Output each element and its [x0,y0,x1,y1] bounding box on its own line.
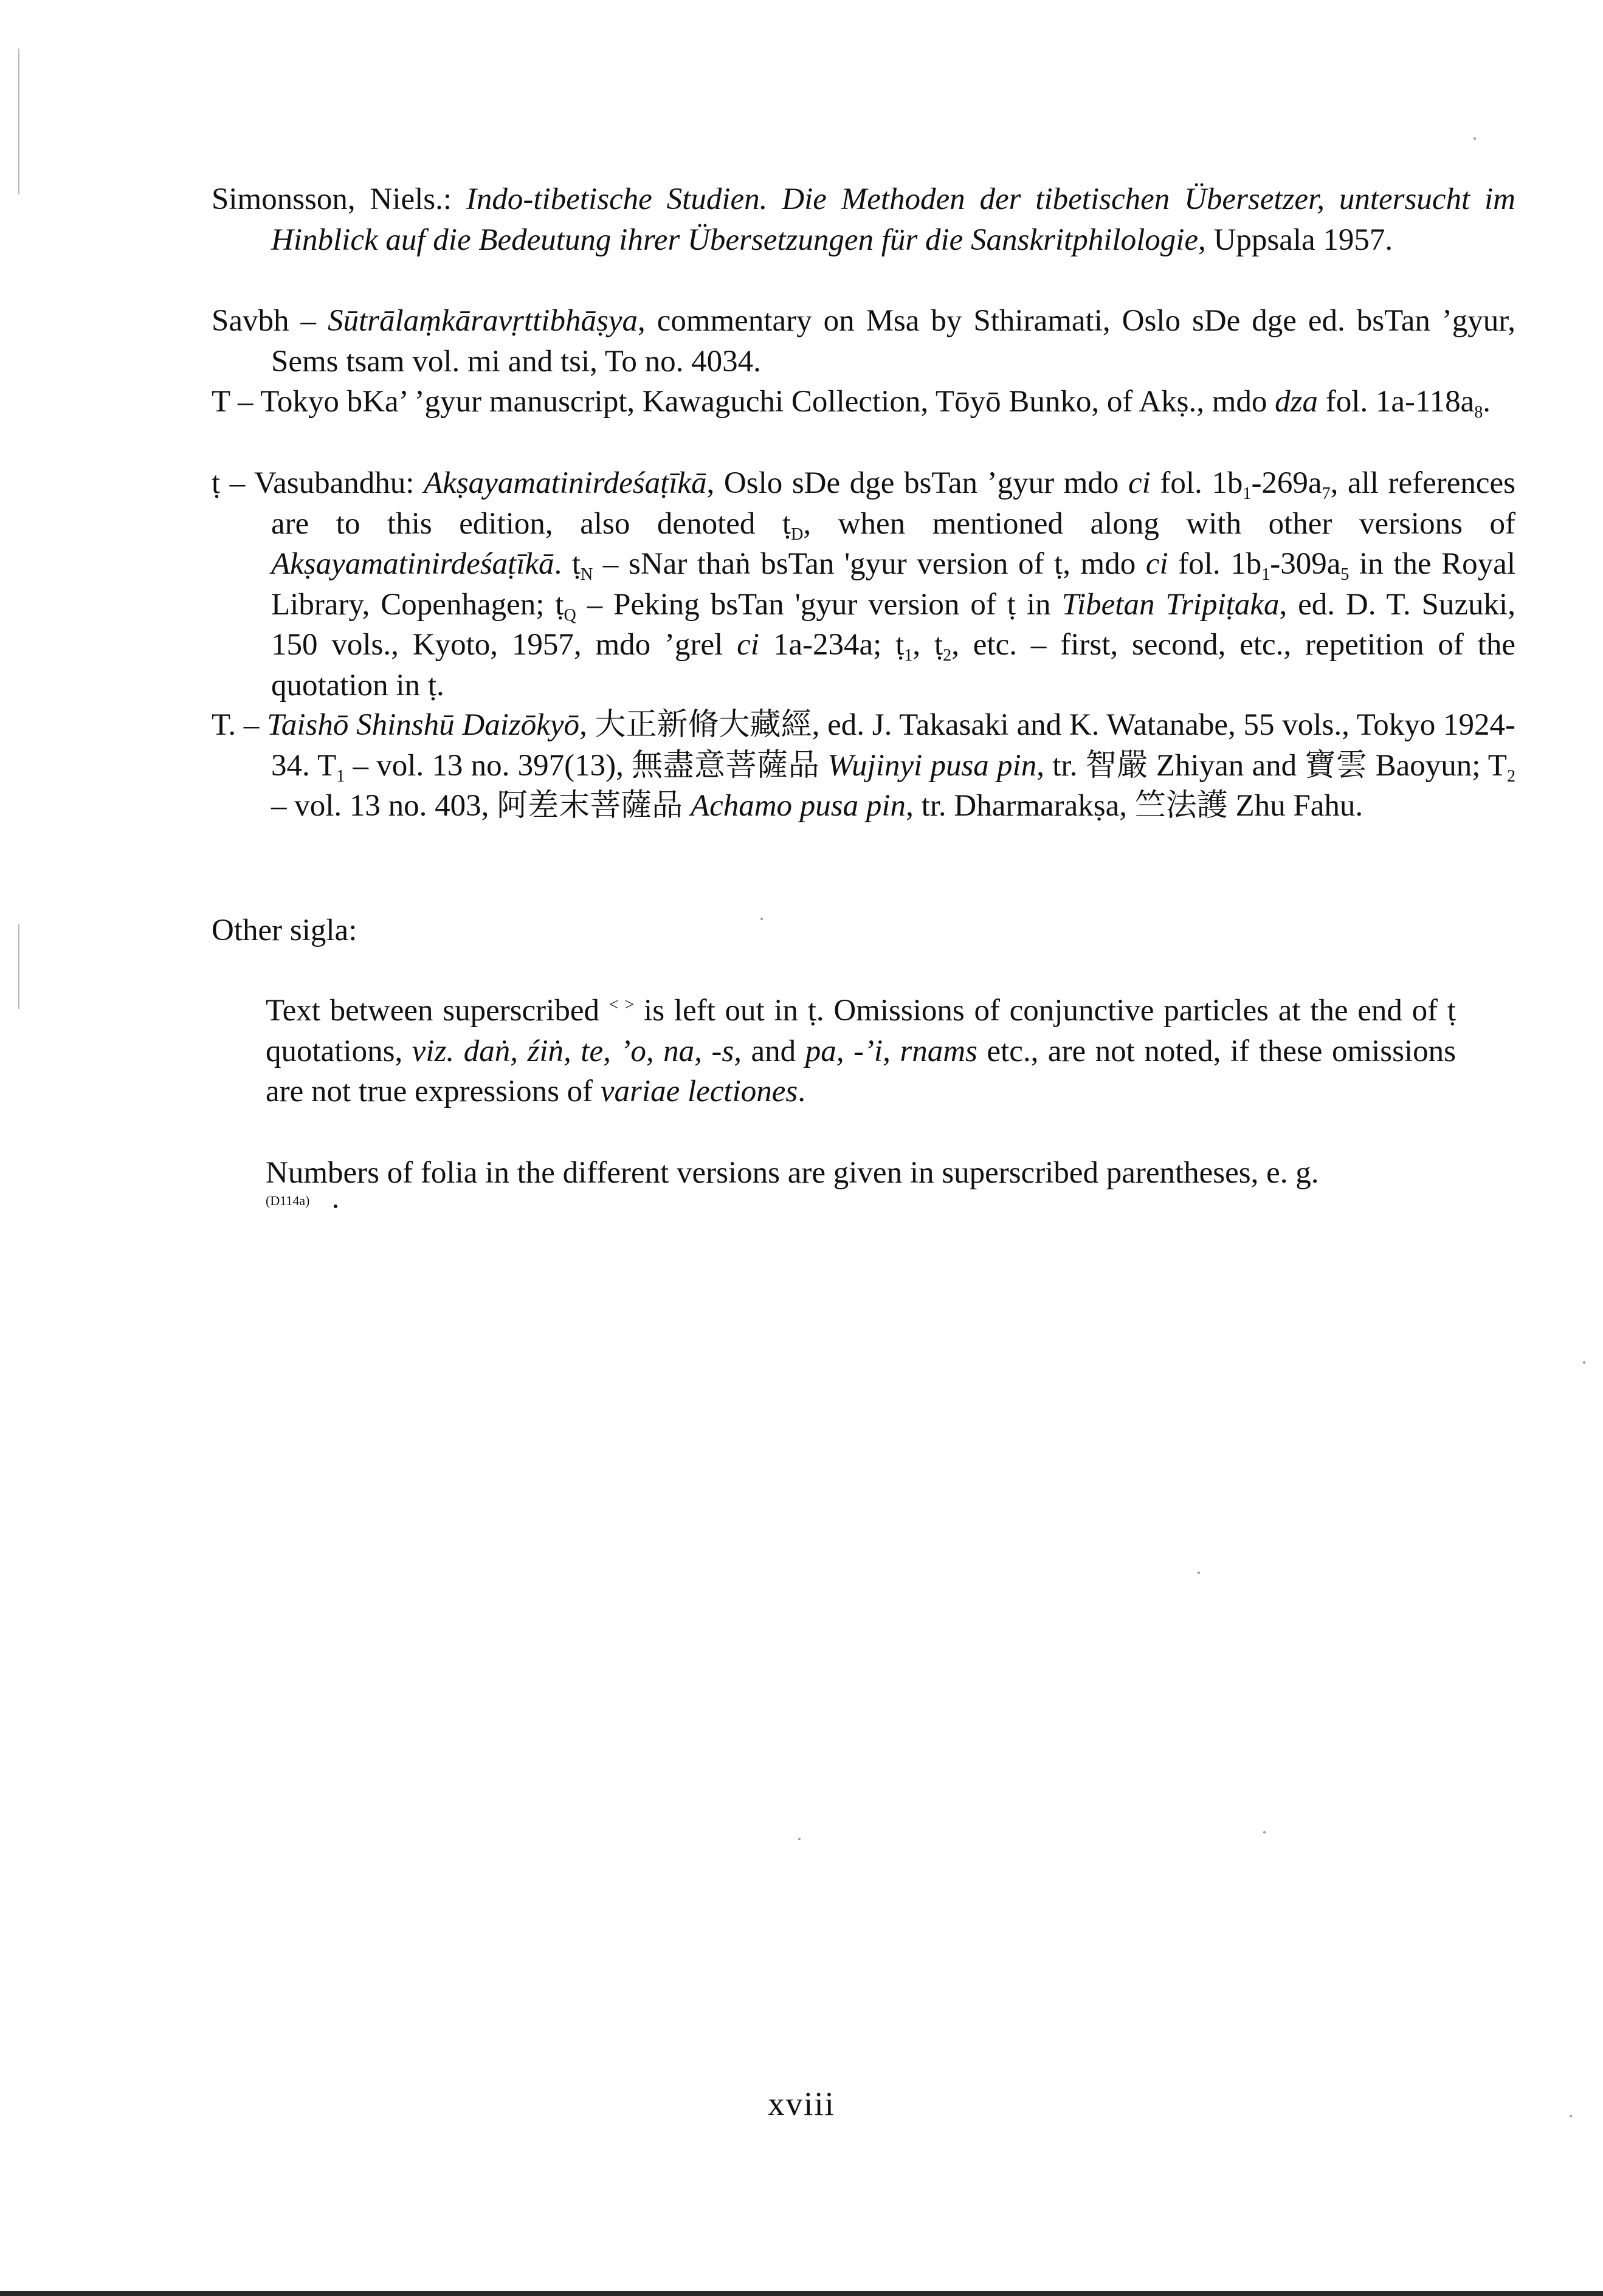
paragraph-italic: pa, -’i, rnams [805,1034,977,1068]
subscript: 7 [1322,484,1331,503]
subscript: 1 [904,646,913,665]
scan-speck [1474,137,1476,140]
paragraph-text: . [798,1074,805,1109]
entry-text: fol. 1a-118a [1317,385,1475,419]
entry-text: – vol. 13 no. 403, 阿差末菩薩品 [271,789,691,823]
paragraph-text: and [741,1034,805,1068]
entry-text: , ed. D. T. Suzuki, 150 vols., Kyoto, 1957, mdo ’grel [271,587,1515,662]
sigla-omissions-paragraph [266,991,1456,1112]
entry-title: Akṣayamatinirdeśaṭīkā [424,466,707,500]
entry-text: . [1483,385,1491,419]
entry-text: , Uppsala 1957. [1198,222,1393,257]
entry-text: -309a [1270,547,1341,582]
scan-speck [1198,1572,1200,1574]
subscript: 2 [1506,766,1515,786]
subscript: 2 [943,646,952,665]
entry-text: , all references are to this edition, also denoted ṭ [271,466,1516,541]
scan-speck [1583,1361,1585,1364]
entry-text: Simonsson, Niels.: [212,182,466,216]
entry-title: Sūtrālaṃkāravṛttibhāṣya [327,304,638,338]
entry-text: T – Tokyo bKa’ ’gyur manuscript, Kawaguchi Collection, Tōyō Bunko, of Akṣ., mdo [212,385,1275,419]
entry-text: . ṭ [554,547,581,582]
entry-title: Wujinyi pusa pin [827,748,1037,783]
paragraph-italic: variae lectiones [600,1074,798,1109]
entry-text: , when mentioned along with other versions of [803,506,1515,541]
entry-text: , ṭ [912,628,943,662]
entry-title: Indo-tibetische Studien. Die Methoden der tibetischen Übersetzer, untersucht im Hinblick auf die Bedeutung ihrer Übersetzungen für die Sanskritphilologie [271,182,1515,257]
subscript: D [791,524,804,544]
sigla-folia-paragraph [266,1153,1456,1194]
scan-speck [760,918,763,920]
entry-text: – Peking bsTan 'gyur version of ṭ in [576,587,1062,622]
entry-title: Akṣayamatinirdeśaṭīkā [271,547,554,582]
bibliography-entry-simonsson [212,179,1515,260]
entry-text: in the Royal Library, Copenhagen; ṭ [271,547,1515,622]
entry-text: , commentary on Msa by Sthiramati, Oslo sDe dge ed. bsTan ’gyur, Sems tsam vol. mi and tsi, To no. 4034. [271,304,1515,379]
entry-text: ṭ – Vasubandhu: [212,466,424,500]
bibliography-entry-savbh [212,301,1515,382]
subscript: 1 [1261,565,1270,584]
bibliography-entry-tokyo-manuscript [212,382,1515,422]
entry-text: , Oslo sDe dge bsTan ’gyur mdo [706,466,1128,500]
entry-title: Achamo pusa pin [690,789,906,823]
entry-text: 1a-234a; ṭ [759,628,905,662]
subscript: N [581,565,593,584]
paragraph-text: is left out in ṭ. Omissions of conjunctive particles at the end of ṭ quotations, [266,994,1456,1068]
other-sigla-heading: Other sigla: [212,913,357,947]
scan-margin-mark [18,49,19,194]
scan-speck [798,1838,801,1840]
entry-text: -269a [1251,466,1322,500]
entry-title: Tibetan Tripiṭaka [1061,587,1280,622]
subscript: 1 [336,766,345,786]
page-number: xviii [768,2085,835,2122]
paragraph-text: Numbers of folia in the different versions are given in superscribed parentheses, e. g. [266,1156,1319,1190]
period-mark [334,1205,337,1208]
entry-text: fol. 1b [1168,547,1262,582]
paragraph-text: Text between superscribed [266,994,609,1028]
paragraph-text: etc., are not noted, if these omissions are not true expressions of [266,1034,1456,1109]
paragraph-italic: viz. daṅ, źiṅ, te, ’o, na, -s, [412,1034,742,1068]
entry-text: – vol. 13 no. 397(13), 無盡意菩薩品 [345,748,828,783]
entry-title: ci [737,628,759,662]
subscript: Q [564,605,576,625]
entry-text: fol. 1b [1150,466,1243,500]
scan-speck [1570,2115,1572,2117]
subscript: 1 [1243,484,1252,503]
entry-title: ci [1128,466,1151,500]
entry-title: Taishō Shinshū Daizōkyō, [267,708,587,742]
entry-text: , tr. Dharmarakṣa, 竺法護 Zhu Fahu. [906,789,1363,823]
entry-text: , etc. – first, second, etc., repetition of the quotation in ṭ. [271,628,1516,703]
entry-text: – sNar thaṅ bsTan 'gyur version of ṭ, mdo [593,547,1146,582]
scan-bottom-edge [0,2291,1603,2296]
entry-title: dza [1275,385,1318,419]
scan-margin-mark [18,924,19,1009]
subscript: 8 [1474,402,1483,422]
entry-text: T. – [212,708,267,742]
bibliography-entry-vasubandhu [212,463,1515,706]
folio-example-superscript: (D114a) [266,1193,310,1208]
superscript: < > [608,995,635,1015]
entry-text: Savbh – [212,304,328,338]
entry-text: 大正新脩大藏經, ed. J. Takasaki and K. Watanabe, 55 vols., Tokyo 1924-34. T [271,708,1515,783]
entry-text: , tr. 智嚴 Zhiyan and 寶雲 Baoyun; T [1036,748,1507,783]
subscript: 5 [1340,565,1350,584]
bibliography-entry-taisho [212,705,1515,827]
entry-title: ci [1145,547,1168,582]
scan-speck [1263,1831,1266,1834]
